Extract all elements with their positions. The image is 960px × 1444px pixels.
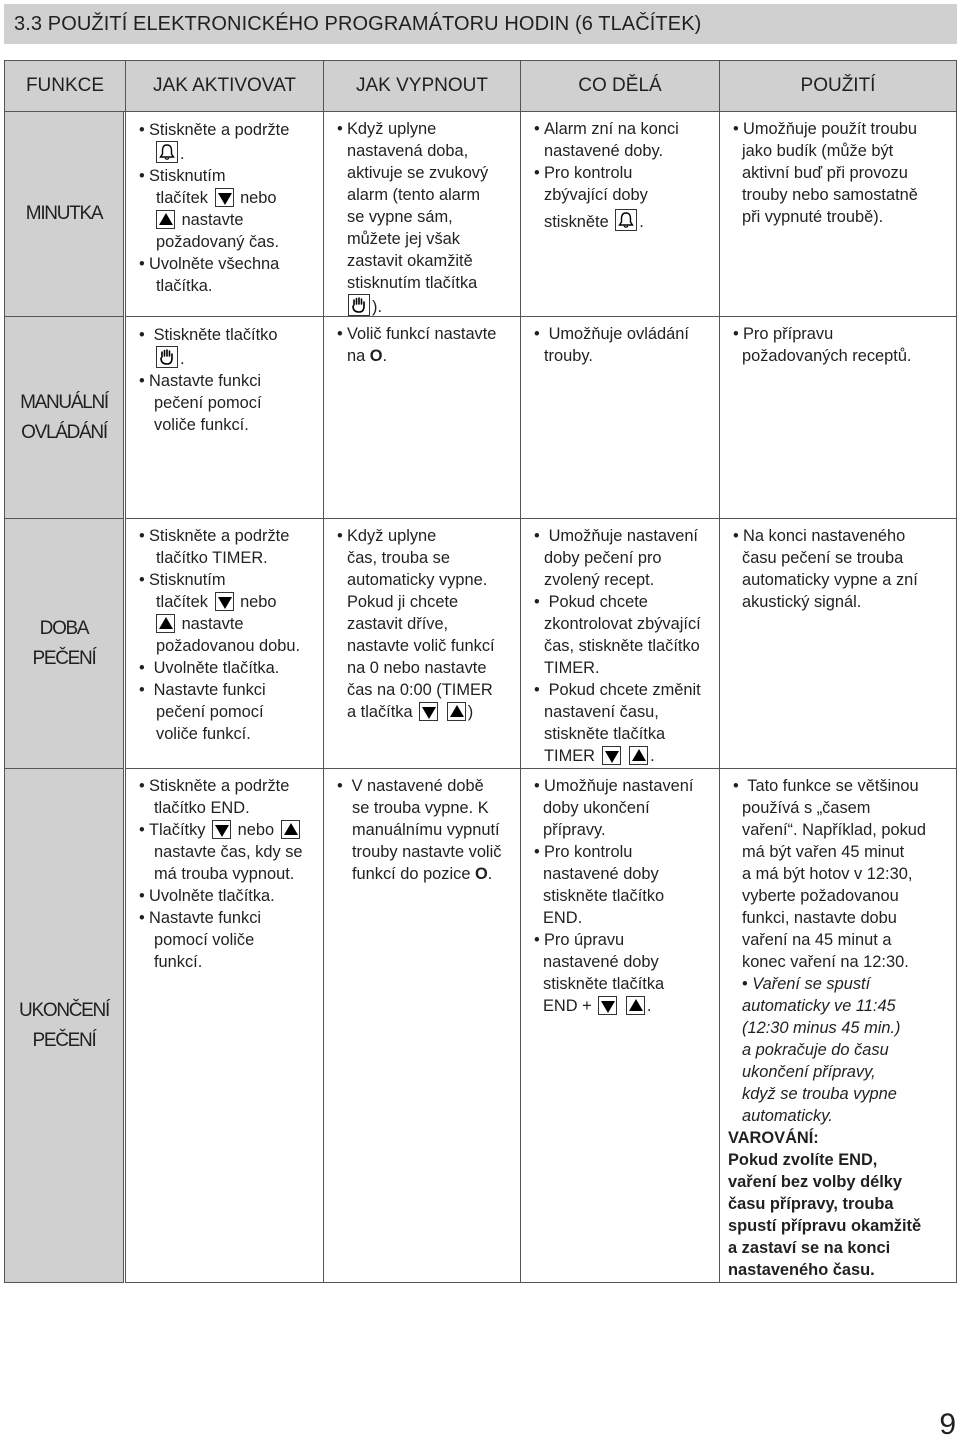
list-item: manuálnímu vypnutí <box>352 821 500 839</box>
manual-use-cell <box>719 316 957 519</box>
warning-text: Pokud zvolíte END, <box>728 1151 878 1169</box>
doba-use-cell <box>719 518 957 769</box>
list-item: aktivuje se zvukový <box>347 164 489 182</box>
list-item: • V nastavené době <box>337 777 484 795</box>
arrow-down-key-icon <box>212 820 231 839</box>
manual-activate-cell <box>125 316 324 519</box>
bell-icon <box>156 141 178 163</box>
list-item: funkci, nastavte dobu <box>742 909 897 927</box>
list-item: • Stiskněte a podržte <box>139 777 290 795</box>
list-item: když se trouba vypne <box>742 1085 897 1103</box>
arrow-up-key-icon <box>626 996 645 1015</box>
list-item: • Tlačítky nebo <box>134 819 319 841</box>
list-item: • Volič funkcí nastavte <box>337 325 497 343</box>
list-item: END + . <box>543 997 652 1015</box>
arrow-down-key-icon <box>419 702 438 721</box>
list-item: zastavit okamžitě <box>347 252 473 270</box>
list-item: END. <box>543 909 583 927</box>
list-item: • Vaření se spustí <box>742 975 871 993</box>
list-item: • Na konci nastaveného <box>733 527 906 545</box>
list-item: a tlačítka ) <box>347 703 474 721</box>
row-label-doba-peceni: DOBA PEČENÍ <box>4 518 124 769</box>
doba-off-cell <box>323 518 521 769</box>
row-label-manualni: MANUÁLNÍ OVLÁDÁNÍ <box>4 316 124 519</box>
konec-off-cell <box>323 768 521 1283</box>
list-item: nastavené doby <box>543 865 659 883</box>
list-item: alarm (tento alarm <box>347 186 480 204</box>
list-item: • Uvolněte tlačítka. <box>139 659 280 677</box>
list-item: • Stiskněte tlačítko <box>139 326 278 344</box>
arrow-up-key-icon <box>629 746 648 765</box>
list-item: stisknutím tlačítka <box>347 274 478 292</box>
arrow-down-key-icon <box>215 592 234 611</box>
list-item: pečení pomocí <box>154 394 262 412</box>
list-item: . <box>134 346 319 370</box>
list-item: nastavte volič funkcí <box>347 637 495 655</box>
doba-activate-cell <box>125 518 324 769</box>
list-item: TIMER . <box>544 747 655 765</box>
manual-off-cell <box>323 316 521 519</box>
list-item: při vypnuté troubě). <box>742 208 884 226</box>
list-item: stiskněte tlačítka <box>544 725 666 743</box>
list-item: trouby nastavte volič <box>352 843 502 861</box>
list-item: • Stisknutím <box>139 167 226 185</box>
list-item: pomocí voliče <box>154 931 255 949</box>
list-item: zbývající doby <box>544 186 648 204</box>
list-item: automaticky vypne. <box>347 571 488 589</box>
minutka-off-cell <box>323 111 521 317</box>
doba-does-cell <box>520 518 720 769</box>
list-item: automaticky ve 11:45 <box>742 997 896 1015</box>
list-item: požadovaných receptů. <box>742 347 912 365</box>
list-item: • Umožňuje použít troubu <box>733 120 918 138</box>
list-item: přípravy. <box>543 821 606 839</box>
list-item: tlačítek nebo <box>156 189 277 207</box>
warning-text: nastaveného času. <box>728 1261 875 1279</box>
arrow-up-key-icon <box>447 702 466 721</box>
minutka-activate-cell <box>125 111 324 317</box>
list-item: jako budík (může být <box>742 142 894 160</box>
list-item: můžete jej však <box>347 230 460 248</box>
arrow-down-key-icon <box>602 746 621 765</box>
list-item: trouby nebo samostatně <box>742 186 918 204</box>
list-item: ukončení přípravy, <box>742 1063 876 1081</box>
warning-heading: VAROVÁNÍ: <box>728 1129 819 1147</box>
header-co-dela: CO DĚLÁ <box>520 60 720 112</box>
arrow-up-key-icon <box>156 210 175 229</box>
list-item: akustický signál. <box>742 593 862 611</box>
list-item: nastavené doby. <box>544 142 664 160</box>
page-number: 9 <box>939 1408 956 1441</box>
list-item: nastavená doba, <box>347 142 469 160</box>
list-item: • Tato funkce se většinou <box>733 777 919 795</box>
header-pouziti: POUŽITÍ <box>719 60 957 112</box>
warning-text: a zastaví se na konci <box>728 1239 891 1257</box>
header-jak-vypnout: JAK VYPNOUT <box>323 60 521 112</box>
list-item: nastavte <box>134 613 319 635</box>
list-item: vaření na 45 minut a <box>742 931 892 949</box>
section-title: 3.3 POUŽITÍ ELEKTRONICKÉHO PROGRAMÁTORU HODIN (6 TLAČÍTEK) <box>4 4 957 44</box>
list-item: tlačítek nebo <box>156 593 277 611</box>
row-label-minutka: MINUTKA <box>4 111 124 317</box>
list-item: • Stiskněte a podržte <box>139 121 290 139</box>
list-item: • Když uplyne <box>337 527 437 545</box>
list-item: aktivní buď při provozu <box>742 164 908 182</box>
list-item: tlačítka. <box>156 277 213 295</box>
list-item: . <box>134 141 319 165</box>
warning-text: spustí přípravu okamžitě <box>728 1217 922 1235</box>
list-item: • Stiskněte a podržte <box>139 527 290 545</box>
list-item: tlačítko END. <box>154 799 250 817</box>
list-item: voliče funkcí. <box>154 416 249 434</box>
list-item: stiskněte tlačítko <box>543 887 665 905</box>
list-item: doby ukončení <box>543 799 650 817</box>
list-item: používá s „časem <box>742 799 871 817</box>
list-item: požadovaný čas. <box>156 233 280 251</box>
list-item: čas na 0:00 (TIMER <box>347 681 493 699</box>
konec-use-cell <box>719 768 957 1283</box>
list-item: tlačítko TIMER. <box>156 549 268 567</box>
list-item: vaření“. Například, pokud <box>742 821 927 839</box>
list-item: nastavené doby <box>543 953 659 971</box>
list-item: • Uvolněte všechna <box>139 255 280 273</box>
list-item: a pokračuje do času <box>742 1041 889 1059</box>
minutka-does-cell <box>520 111 720 317</box>
list-item: funkcí. <box>154 953 203 971</box>
arrow-up-key-icon <box>156 614 175 633</box>
list-item: čas, stiskněte tlačítko <box>544 637 700 655</box>
list-item: požadovanou dobu. <box>156 637 301 655</box>
list-item: konec vaření na 12:30. <box>742 953 909 971</box>
list-item: doby pečení pro <box>544 549 662 567</box>
header-jak-aktivovat: JAK AKTIVOVAT <box>125 60 324 112</box>
list-item: • Umožňuje nastavení <box>534 777 694 795</box>
list-item: voliče funkcí. <box>156 725 251 743</box>
row-label-ukonceni-peceni: UKONČENÍ PEČENÍ <box>4 768 124 1283</box>
list-item: má trouba vypnout. <box>154 865 295 883</box>
list-item: automaticky vypne a zní <box>742 571 918 589</box>
list-item: • Pro kontrolu <box>534 164 633 182</box>
list-item: a má být hotov v 12:30, <box>742 865 913 883</box>
list-item: automaticky. <box>742 1107 833 1125</box>
list-item: se vypne sám, <box>347 208 453 226</box>
list-item: nastavení času, <box>544 703 659 721</box>
list-item: zvolený recept. <box>544 571 655 589</box>
list-item: funkcí do pozice O. <box>352 865 493 883</box>
konec-activate-cell <box>125 768 324 1283</box>
list-item: • Nastavte funkci <box>139 909 262 927</box>
list-item: Pokud ji chcete <box>347 593 459 611</box>
list-item: • Pro přípravu <box>733 325 834 343</box>
list-item: • Pro kontrolu <box>534 843 633 861</box>
list-item: čas, trouba se <box>347 549 450 567</box>
list-item: na O. <box>347 347 388 365</box>
list-item: se trouba vypne. K <box>352 799 489 817</box>
list-item: zkontrolovat zbývající <box>544 615 701 633</box>
list-item: nastavte čas, kdy se <box>154 843 303 861</box>
list-item: • Pokud chcete <box>534 593 648 611</box>
minutka-use-cell <box>719 111 957 317</box>
bell-icon <box>615 209 637 231</box>
list-item: • Umožňuje ovládání <box>534 325 689 343</box>
list-item: • Nastavte funkci <box>139 372 262 390</box>
list-item: stiskněte . <box>529 209 715 233</box>
list-item: na 0 nebo nastavte <box>347 659 487 677</box>
list-item: ). <box>332 294 516 318</box>
list-item: • Umožňuje nastavení <box>534 527 698 545</box>
list-item: • Když uplyne <box>337 120 437 138</box>
list-item: času pečení se trouba <box>742 549 904 567</box>
arrow-down-key-icon <box>215 188 234 207</box>
list-item: zastavit dříve, <box>347 615 449 633</box>
list-item: • Pokud chcete změnit <box>534 681 701 699</box>
list-item: stiskněte tlačítka <box>543 975 665 993</box>
manual-does-cell <box>520 316 720 519</box>
list-item: • Uvolněte tlačítka. <box>139 887 275 905</box>
hand-icon <box>348 294 370 316</box>
arrow-up-key-icon <box>281 820 300 839</box>
header-funkce: FUNKCE <box>4 60 126 112</box>
list-item: vyberte požadovanou <box>742 887 899 905</box>
konec-does-cell <box>520 768 720 1283</box>
list-item: nastavte <box>134 209 319 231</box>
warning-text: času přípravy, trouba <box>728 1195 894 1213</box>
list-item: • Alarm zní na konci <box>534 120 679 138</box>
list-item: trouby. <box>544 347 593 365</box>
list-item: (12:30 minus 45 min.) <box>742 1019 901 1037</box>
list-item: • Nastavte funkci <box>139 681 266 699</box>
list-item: • Stisknutím <box>139 571 226 589</box>
list-item: pečení pomocí <box>156 703 264 721</box>
list-item: má být vařen 45 minut <box>742 843 905 861</box>
hand-icon <box>156 346 178 368</box>
arrow-down-key-icon <box>598 996 617 1015</box>
list-item: TIMER. <box>544 659 600 677</box>
list-item: • Pro úpravu <box>534 931 625 949</box>
warning-text: vaření bez volby délky <box>728 1173 902 1191</box>
